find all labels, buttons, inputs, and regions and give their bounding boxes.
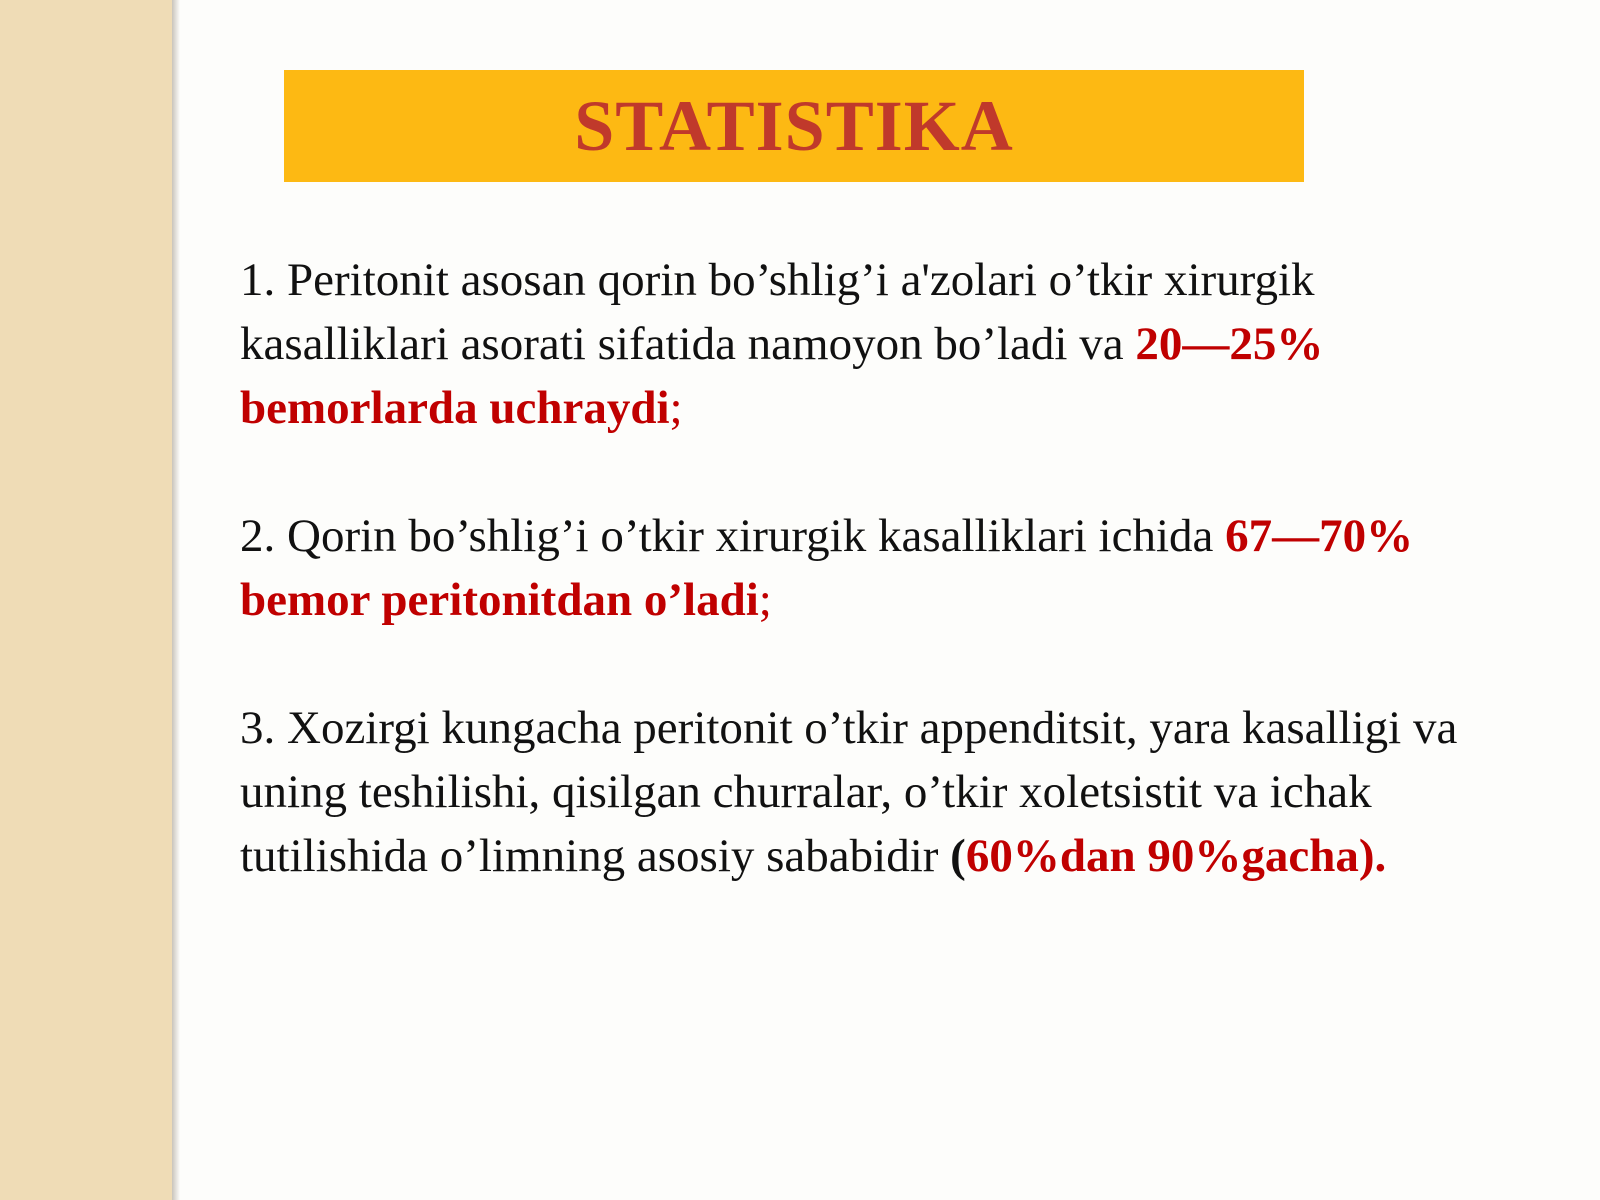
point-3-highlight: 60%dan 90%gacha	[965, 830, 1359, 882]
point-1-highlight: 20—25% bemorlarda uchraydi	[240, 318, 1324, 434]
point-1-text: 1. Peritonit asosan qorin bo’shlig’i a'zolari o’tkir xirurgik kasalliklari asorati sifatida namoyon bo’ladi va	[240, 254, 1315, 370]
point-2-text: 2. Qorin bo’shlig’i o’tkir xirurgik kasalliklari ichida	[240, 510, 1226, 562]
point-3-open-paren: (	[950, 830, 966, 882]
slide-title: STATISTIKA	[574, 85, 1014, 166]
point-1-tail: ;	[669, 382, 683, 434]
point-3-tail: ).	[1358, 830, 1387, 882]
point-1	[240, 248, 1520, 440]
point-3	[240, 696, 1520, 888]
point-2	[240, 504, 1520, 632]
side-decoration-strip	[0, 0, 172, 1200]
point-3-text: 3. Xozirgi kungacha peritonit o’tkir appenditsit, yara kasalligi va uning teshilishi, qisilgan churralar, o’tkir xoletsistit va ichak tutilishida o’limning asosiy sababidir	[240, 702, 1458, 882]
point-2-tail: ;	[758, 574, 772, 626]
title-banner	[284, 70, 1304, 182]
point-2-highlight: 67—70% bemor peritonitdan o’ladi	[240, 510, 1414, 626]
slide-content	[240, 248, 1520, 952]
side-strip-shadow	[172, 0, 180, 1200]
